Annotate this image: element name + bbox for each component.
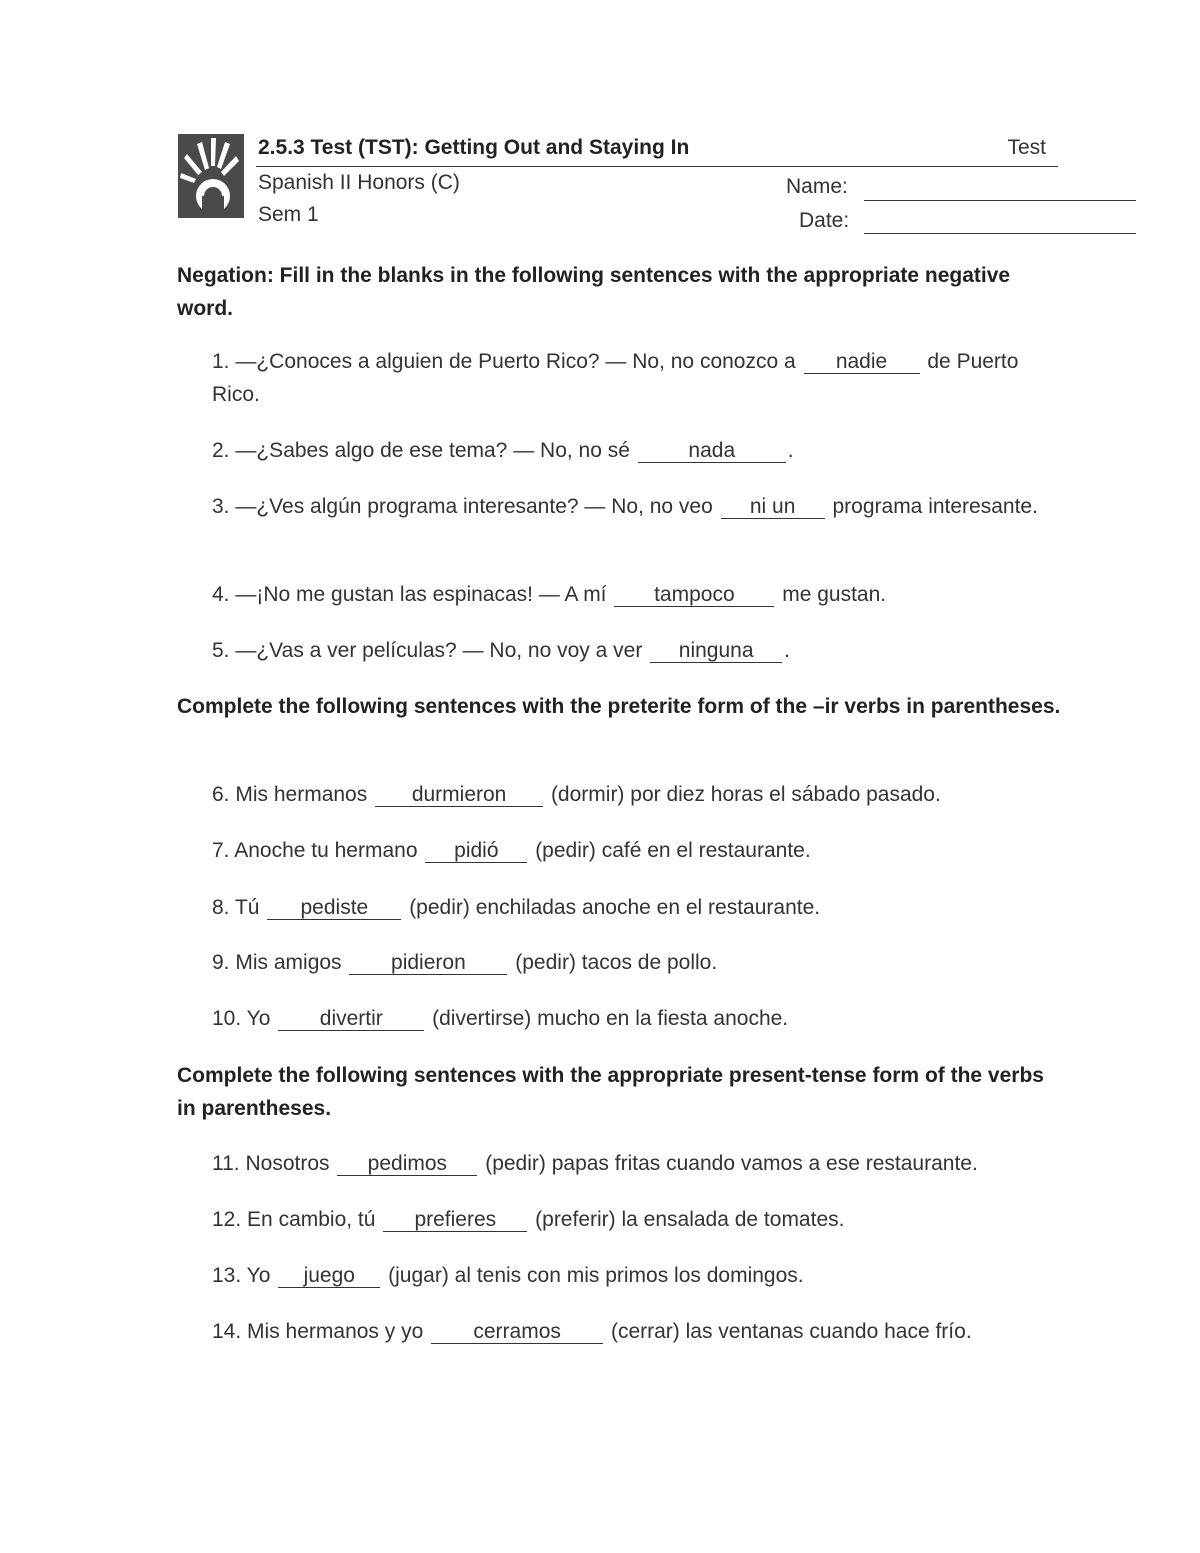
answer-blank[interactable]: ninguna [650, 640, 782, 663]
question-text-before: En cambio, tú [247, 1208, 376, 1231]
question-text-before: —¿Sabes algo de ese tema? — No, no sé [235, 439, 630, 462]
name-field[interactable] [864, 200, 1136, 201]
question-text-before: Yo [246, 1007, 271, 1030]
question-text-after: (jugar) al tenis con mis primos los domingos. [388, 1264, 804, 1287]
question-item [212, 634, 1042, 667]
document-type: Test [1007, 136, 1046, 159]
question-text-after: (pedir) café en el restaurante. [535, 839, 811, 862]
question-text-after: de Puerto Rico. [212, 350, 1019, 406]
question-item [212, 490, 1042, 523]
question-text-before: —¿Ves algún programa interesante? — No, no veo [235, 495, 713, 518]
question-item [212, 946, 1042, 979]
question-text-before: Yo [246, 1264, 271, 1287]
question-item [212, 1315, 1042, 1348]
document-title: 2.5.3 Test (TST): Getting Out and Staying In [258, 136, 690, 159]
question-number: 14. [212, 1320, 242, 1343]
question-number: 7. [212, 839, 230, 862]
answer-blank[interactable]: nada [638, 440, 786, 463]
question-item [212, 778, 1042, 811]
question-number: 8. [212, 896, 230, 919]
answer-blank[interactable]: divertir [278, 1008, 424, 1031]
question-item [212, 834, 1042, 867]
question-text-before: —¿Conoces a alguien de Puerto Rico? — No, no conozco a [235, 350, 796, 373]
course-name: Spanish II Honors (C) [258, 171, 460, 194]
question-text-before: Mis hermanos y yo [247, 1320, 424, 1343]
question-number: 13. [212, 1264, 242, 1287]
question-number: 4. [212, 583, 230, 606]
question-number: 2. [212, 439, 230, 462]
answer-blank[interactable]: tampoco [614, 584, 774, 607]
section-instruction-negation: Negation: Fill in the blanks in the following sentences with the appropriate negative word. [177, 264, 1011, 320]
question-text-after: (pedir) tacos de pollo. [515, 951, 718, 974]
question-text-before: Anoche tu hermano [234, 839, 418, 862]
name-field-label: Name: [786, 175, 848, 198]
question-item [212, 434, 1042, 467]
question-text-after: (preferir) la ensalada de tomates. [535, 1208, 845, 1231]
question-text-after: (divertirse) mucho en la fiesta anoche. [432, 1007, 789, 1030]
question-number: 9. [212, 951, 230, 974]
answer-blank[interactable]: ni un [721, 496, 825, 519]
question-text-after: . [787, 439, 794, 462]
question-text-before: Mis hermanos [235, 783, 368, 806]
question-number: 11. [212, 1152, 240, 1175]
section-instruction-present: Complete the following sentences with the appropriate present-tense form of the verbs in parentheses. [177, 1064, 1044, 1120]
question-number: 5. [212, 639, 230, 662]
question-number: 10. [212, 1007, 242, 1030]
question-text-after: (cerrar) las ventanas cuando hace frío. [610, 1320, 972, 1343]
question-item [212, 1203, 1042, 1236]
answer-blank[interactable]: cerramos [431, 1321, 603, 1344]
question-text-after: programa interesante. [832, 495, 1038, 518]
date-field[interactable] [864, 233, 1136, 234]
answer-blank[interactable]: durmieron [375, 784, 543, 807]
question-text-after: (dormir) por diez horas el sábado pasado. [550, 783, 941, 806]
header-text-block [256, 134, 1058, 232]
sunburst-logo-icon [178, 134, 244, 218]
question-number: 12. [212, 1208, 242, 1231]
date-field-label: Date: [799, 209, 850, 232]
answer-blank[interactable]: pidieron [349, 952, 507, 975]
title-row [256, 134, 1058, 167]
document-header [178, 134, 1058, 240]
question-text-before: —¿Vas a ver películas? — No, no voy a ver [235, 639, 643, 662]
question-item [212, 345, 1042, 411]
question-number: 1. [212, 350, 230, 373]
question-text-before: Tú [234, 896, 260, 919]
question-text-before: —¡No me gustan las espinacas! — A mí [235, 583, 607, 606]
question-number: 6. [212, 783, 230, 806]
answer-blank[interactable]: pidió [425, 840, 527, 863]
question-text-after: (pedir) enchiladas anoche en el restaurante. [409, 896, 821, 919]
question-item [212, 1259, 1042, 1292]
question-item [212, 891, 1042, 924]
answer-blank[interactable]: nadie [804, 351, 920, 374]
semester-label: Sem 1 [258, 203, 319, 226]
question-text-before: Mis amigos [235, 951, 342, 974]
question-text-after: . [784, 639, 790, 662]
question-number: 3. [212, 495, 230, 518]
question-text-after: (pedir) papas fritas cuando vamos a ese restaurante. [485, 1152, 978, 1175]
question-item [212, 1147, 1042, 1180]
answer-blank[interactable]: prefieres [383, 1209, 527, 1232]
question-text-before: Nosotros [245, 1152, 330, 1175]
answer-blank[interactable]: juego [278, 1265, 380, 1288]
question-text-after: me gustan. [782, 583, 887, 606]
answer-blank[interactable]: pedimos [337, 1153, 477, 1176]
section-instruction-preterite: Complete the following sentences with the preterite form of the –ir verbs in parentheses. [177, 695, 1061, 718]
question-item [212, 1002, 1042, 1035]
question-item [212, 578, 1042, 611]
answer-blank[interactable]: pediste [267, 897, 401, 920]
